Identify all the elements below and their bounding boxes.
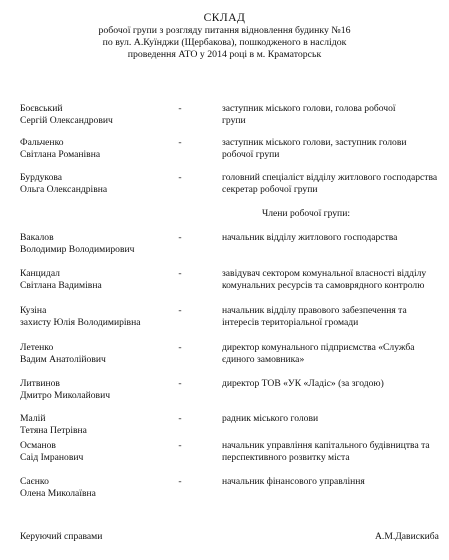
role-line: інтересів територіальної громади bbox=[222, 317, 359, 328]
member-role bbox=[222, 413, 444, 425]
separator-dash: - bbox=[178, 476, 182, 487]
member-surname: Османов bbox=[20, 440, 56, 451]
member-role bbox=[222, 232, 444, 244]
role-line: заступник міського голови, голова робочої bbox=[222, 103, 396, 114]
role-line: директор ТОВ «УК «Ладіс» (за згодою) bbox=[222, 378, 384, 389]
role-line: директор комунального підприємства «Служба bbox=[222, 342, 415, 353]
role-line: радник міського голови bbox=[222, 413, 319, 424]
member-given-names: Світлана Романівна bbox=[20, 149, 101, 160]
member-name bbox=[20, 342, 180, 366]
member-surname: Литвинов bbox=[20, 378, 60, 389]
role-line: заступник міського голови, заступник голови bbox=[222, 137, 407, 148]
member-role bbox=[222, 137, 444, 161]
separator-dash: - bbox=[178, 172, 182, 183]
member-name bbox=[20, 103, 180, 127]
member-name bbox=[20, 172, 180, 196]
role-line: секретар робочої групи bbox=[222, 184, 318, 195]
separator-dash: - bbox=[178, 232, 182, 243]
separator-dash: - bbox=[178, 440, 182, 451]
member-given-names: Вадим Анатолійович bbox=[20, 354, 106, 365]
member-name bbox=[20, 268, 180, 292]
member-given-names: Сергій Олександрович bbox=[20, 115, 113, 126]
member-role bbox=[222, 172, 444, 196]
separator-dash: - bbox=[178, 305, 182, 316]
member-name bbox=[20, 305, 180, 329]
role-line: групи bbox=[222, 115, 246, 126]
separator-dash: - bbox=[178, 378, 182, 389]
separator-dash: - bbox=[178, 413, 182, 424]
member-name bbox=[20, 440, 180, 464]
member-surname: Малій bbox=[20, 413, 46, 424]
document-header bbox=[0, 12, 449, 61]
member-surname: Канцидал bbox=[20, 268, 60, 279]
member-given-names: Ольга Олександрівна bbox=[20, 184, 108, 195]
member-given-names: Світлана Вадимівна bbox=[20, 280, 102, 291]
document-title: СКЛАД bbox=[203, 12, 246, 24]
member-name bbox=[20, 232, 180, 256]
member-name bbox=[20, 378, 180, 402]
member-surname: Бурдукова bbox=[20, 172, 63, 183]
member-role bbox=[222, 378, 444, 390]
member-given-names: захисту Юлія Володимирівна bbox=[20, 317, 141, 328]
signatory-position: Керуючий справами bbox=[20, 531, 103, 542]
separator-dash: - bbox=[178, 137, 182, 148]
subtitle-line: по вул. А.Куїнджи (Щербакова), пошкодженого в наслідок bbox=[102, 37, 347, 48]
member-given-names: Саід Імранович bbox=[20, 452, 84, 463]
member-surname: Кузіна bbox=[20, 305, 47, 316]
separator-dash: - bbox=[178, 268, 182, 279]
member-role bbox=[222, 103, 444, 127]
subtitle-line: проведення АТО у 2014 році в м. Краматорськ bbox=[127, 49, 322, 60]
member-name bbox=[20, 137, 180, 161]
separator-dash: - bbox=[178, 342, 182, 353]
member-surname: Летенко bbox=[20, 342, 54, 353]
signatory-name: А.М.Давискиба bbox=[375, 531, 439, 542]
member-surname: Вакалов bbox=[20, 232, 54, 243]
member-role bbox=[222, 440, 444, 464]
role-line: начальник відділу правового забезпечення та bbox=[222, 305, 407, 316]
member-surname: Боєвський bbox=[20, 103, 63, 114]
member-surname: Саєнко bbox=[20, 476, 49, 487]
role-line: головний спеціаліст відділу житлового господарства bbox=[222, 172, 438, 183]
role-line: завідувач сектором комунальної власності відділу bbox=[222, 268, 427, 279]
role-line: начальник фінансового управління bbox=[222, 476, 365, 487]
members-heading: Члени робочої групи: bbox=[262, 208, 350, 219]
role-line: начальник відділу житлового господарства bbox=[222, 232, 398, 243]
member-given-names: Олена Миколаївна bbox=[20, 488, 96, 499]
member-given-names: Тетяна Петрівна bbox=[20, 425, 87, 436]
member-role bbox=[222, 268, 444, 292]
role-line: робочої групи bbox=[222, 149, 280, 160]
subtitle-line: робочої групи з розгляду питання відновлення будинку №16 bbox=[98, 25, 351, 36]
separator-dash: - bbox=[178, 103, 182, 114]
member-role bbox=[222, 305, 444, 329]
member-name bbox=[20, 476, 180, 500]
role-line: перспективного розвитку міста bbox=[222, 452, 350, 463]
member-surname: Фальченко bbox=[20, 137, 64, 148]
role-line: начальник управління капітального будівництва та bbox=[222, 440, 430, 451]
member-role bbox=[222, 476, 444, 488]
role-line: єдиного замовника» bbox=[222, 354, 305, 365]
member-role bbox=[222, 342, 444, 366]
member-name bbox=[20, 413, 180, 437]
member-given-names: Дмитро Миколайович bbox=[20, 390, 111, 401]
role-line: комунальних ресурсів та самоврядного контролю bbox=[222, 280, 425, 291]
member-given-names: Володимир Володимирович bbox=[20, 244, 135, 255]
